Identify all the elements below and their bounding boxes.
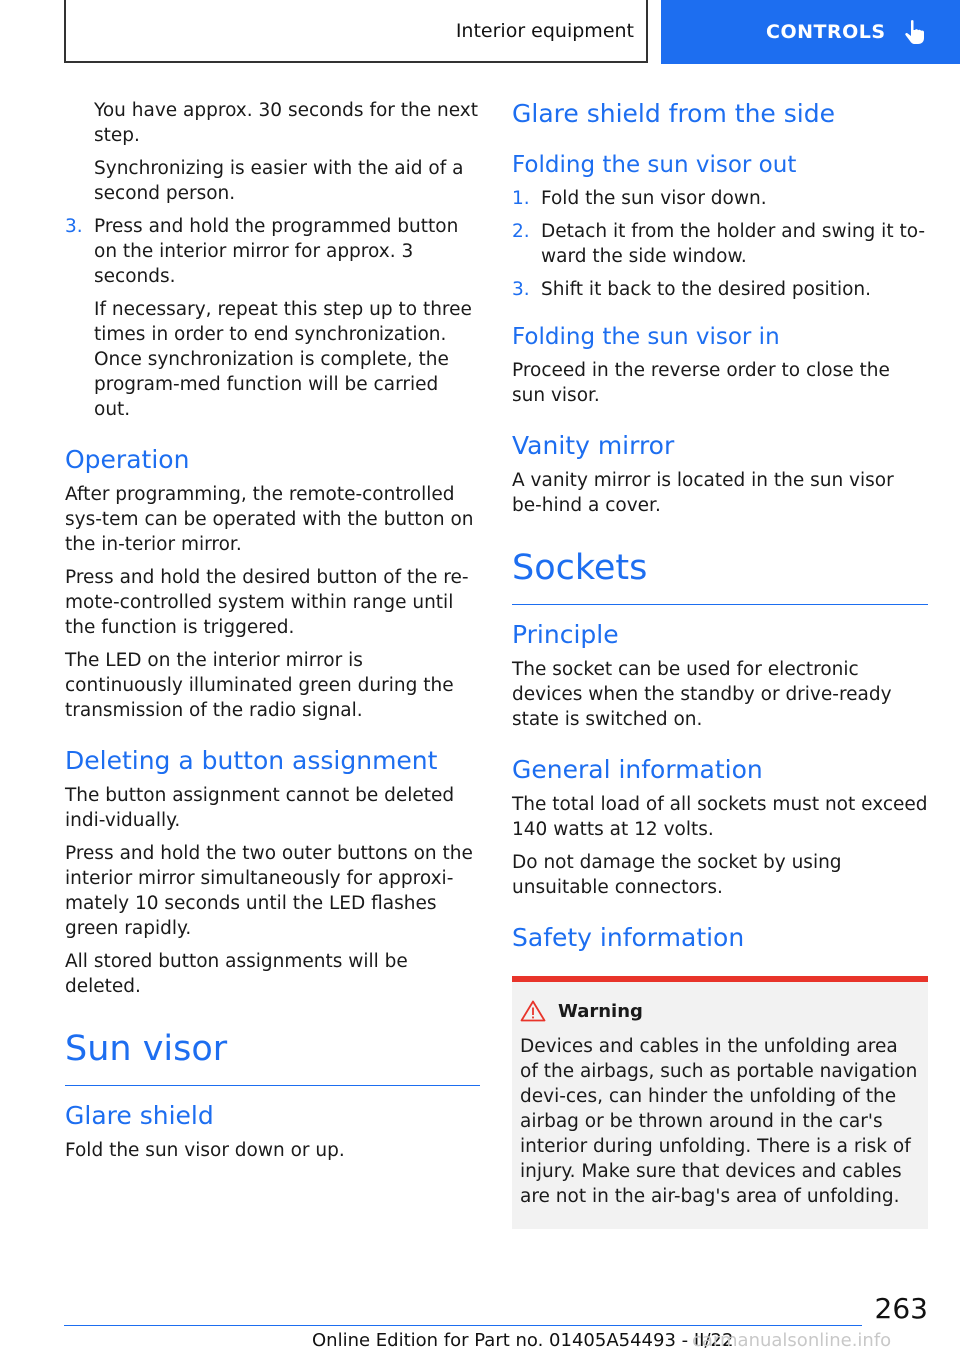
step-text: Shift it back to the desired position. bbox=[541, 279, 872, 300]
intro-paragraph-2: Synchronizing is easier with the aid of a second person. bbox=[94, 158, 464, 204]
warning-label: Warning bbox=[558, 1000, 643, 1022]
out-step-1 bbox=[512, 186, 928, 211]
general-info-heading: General information bbox=[512, 755, 763, 784]
step-number: 2. bbox=[512, 221, 530, 242]
step-3-note: If necessary, repeat this step up to three times in order to end synchronization. Once synchronization is complete, the program-med function will be carried out. bbox=[94, 299, 472, 420]
sockets-heading: Sockets bbox=[512, 546, 928, 605]
folding-in-heading: Folding the sun visor in bbox=[512, 324, 780, 350]
step-3 bbox=[65, 214, 480, 289]
warning-triangle-icon bbox=[520, 1000, 546, 1022]
header-section-tab bbox=[64, 0, 648, 63]
folding-out-heading: Folding the sun visor out bbox=[512, 152, 797, 178]
safety-info-heading: Safety information bbox=[512, 923, 745, 952]
footer-divider bbox=[64, 1325, 862, 1326]
header-chapter-title: CONTROLS bbox=[766, 21, 886, 43]
general-info-paragraph-2: Do not damage the socket by using unsuitable connectors. bbox=[512, 852, 842, 898]
step-text: Press and hold the programmed button on the interior mirror for approx. 3 seconds. bbox=[94, 216, 459, 287]
operation-paragraph-1: After programming, the remote-controlled sys-tem can be operated with the button on the in-terior mirror. bbox=[65, 484, 474, 555]
step-number: 3. bbox=[512, 279, 530, 300]
pointing-hand-icon bbox=[904, 19, 926, 45]
principle-paragraph: The socket can be used for electronic devices when the standby or drive-ready state is switched on. bbox=[512, 659, 892, 730]
folding-in-paragraph: Proceed in the reverse order to close the sun visor. bbox=[512, 360, 890, 406]
intro-paragraph-1: You have approx. 30 seconds for the next step. bbox=[94, 100, 478, 146]
vanity-mirror-heading: Vanity mirror bbox=[512, 431, 675, 460]
general-info-paragraph-1: The total load of all sockets must not exceed 140 watts at 12 volts. bbox=[512, 794, 928, 840]
principle-heading: Principle bbox=[512, 620, 619, 649]
deleting-paragraph-1: The button assignment cannot be deleted indi-vidually. bbox=[65, 785, 455, 831]
warning-text: Devices and cables in the unfolding area of the airbags, such as portable navigation devi-ces, can hinder the unfolding of the airbag or be thrown around in the car's interior during unfolding. There is a risk of injury. Make sure that devices and cables are not in the air-bag's area of unfolding. bbox=[520, 1036, 918, 1207]
step-text: Detach it from the holder and swing it to-ward the side window. bbox=[541, 221, 926, 267]
header-section-title: Interior equipment bbox=[455, 19, 634, 42]
step-number: 3. bbox=[65, 216, 83, 237]
deleting-paragraph-2: Press and hold the two outer buttons on the interior mirror simultaneously for approxi-mately 10 seconds until the LED flashes green rapidly. bbox=[65, 843, 473, 939]
deleting-paragraph-3: All stored button assignments will be deleted. bbox=[65, 951, 408, 997]
glare-shield-heading: Glare shield bbox=[65, 1101, 214, 1130]
sun-visor-heading: Sun visor bbox=[65, 1027, 480, 1086]
warning-box bbox=[512, 976, 928, 1229]
watermark: carmanualsonline.info bbox=[692, 1330, 892, 1351]
right-column bbox=[512, 98, 928, 1229]
left-column bbox=[65, 98, 480, 1171]
header-chapter-tab[interactable] bbox=[661, 0, 960, 64]
footer-edition: Online Edition for Part no. 01405A54493 - II/22 bbox=[312, 1330, 734, 1351]
step-number: 1. bbox=[512, 188, 530, 209]
deleting-heading: Deleting a button assignment bbox=[65, 746, 438, 775]
vanity-mirror-paragraph: A vanity mirror is located in the sun visor be-hind a cover. bbox=[512, 470, 894, 516]
out-step-3 bbox=[512, 277, 928, 302]
step-text: Fold the sun visor down. bbox=[541, 188, 767, 209]
warning-header bbox=[520, 1000, 920, 1022]
side-glare-heading: Glare shield from the side bbox=[512, 99, 835, 128]
operation-heading: Operation bbox=[65, 445, 190, 474]
operation-paragraph-2: Press and hold the desired button of the re-mote-controlled system within range until the function is triggered. bbox=[65, 567, 469, 638]
page-number: 263 bbox=[874, 1292, 928, 1325]
glare-shield-paragraph: Fold the sun visor down or up. bbox=[65, 1140, 345, 1161]
operation-paragraph-3: The LED on the interior mirror is continuously illuminated green during the transmission of the radio signal. bbox=[65, 650, 454, 721]
out-step-2 bbox=[512, 219, 928, 269]
